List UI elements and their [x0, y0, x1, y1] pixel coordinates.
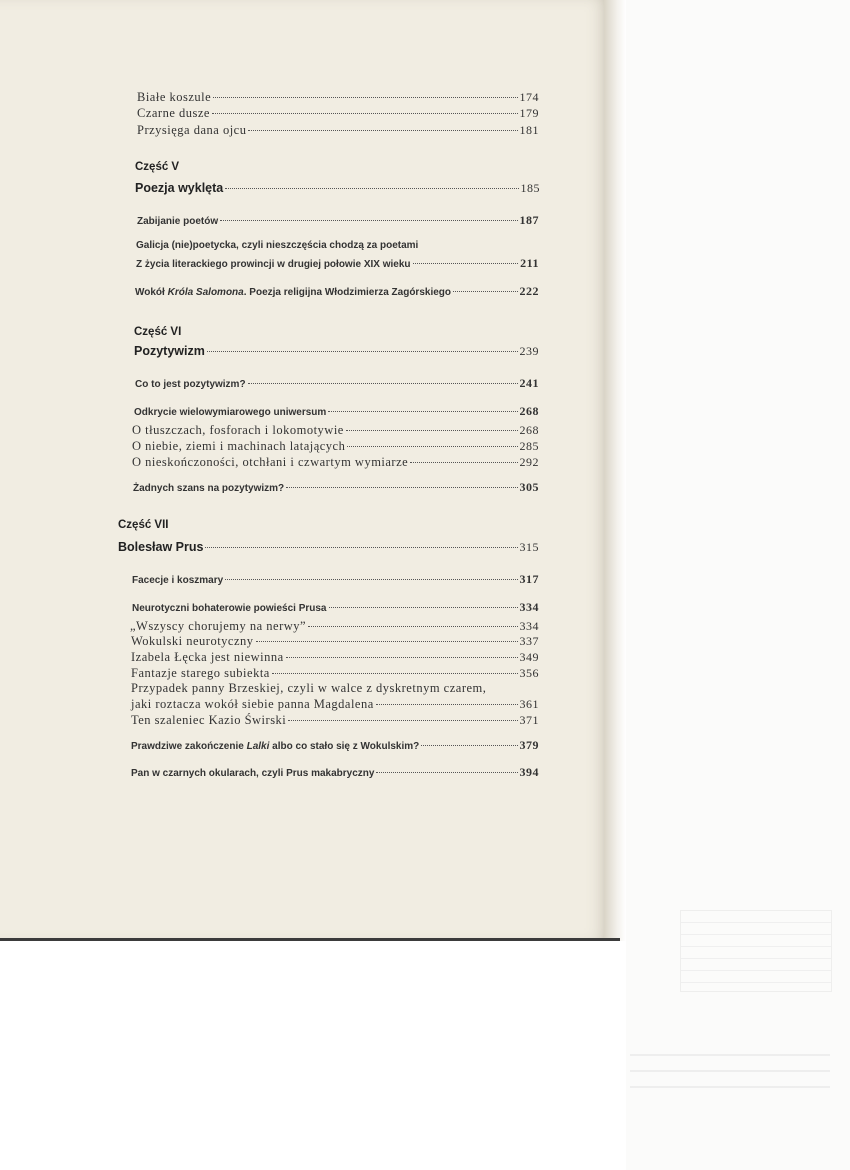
leader-dots	[346, 429, 518, 431]
toc-entry	[137, 213, 539, 228]
part-label: Część VII	[118, 519, 169, 531]
toc-entry	[134, 404, 539, 419]
toc-entry-title: O nieskończoności, otchłani i czwartym wymiarze	[132, 455, 409, 469]
toc-entry	[131, 666, 539, 681]
leader-dots	[220, 219, 517, 221]
toc-entry-title: Neurotyczni bohaterowie powieści Prusa	[132, 603, 327, 614]
toc-entry	[132, 439, 539, 454]
toc-entry-page: 371	[519, 713, 539, 727]
toc-entry-page: 337	[519, 634, 539, 648]
leader-dots	[410, 461, 517, 463]
toc-entry-page: 268	[519, 404, 539, 418]
toc-entry	[135, 284, 539, 299]
toc-entry-page: 292	[519, 455, 539, 469]
leader-dots	[286, 486, 517, 488]
leader-dots	[328, 410, 517, 412]
part-heading	[118, 540, 539, 555]
toc-entry	[132, 572, 539, 587]
toc-entry-page: 305	[519, 480, 539, 494]
toc-entry-page: 181	[519, 123, 539, 137]
leader-dots	[248, 382, 518, 384]
toc-entry	[131, 713, 539, 728]
toc-entry-title: „Wszyscy chorujemy na nerwy”	[130, 619, 307, 633]
toc-entry-title: O tłuszczach, fosforach i lokomotywie	[132, 423, 344, 437]
toc-entry-title: Pan w czarnych okularach, czyli Prus makabryczny	[131, 768, 375, 779]
toc-entry	[131, 634, 539, 649]
toc-entry-title: Facecje i koszmary	[132, 575, 224, 586]
toc-entry	[137, 90, 539, 105]
toc-entry-title: Białe koszule	[137, 90, 212, 104]
part-heading	[135, 181, 540, 196]
toc-entry-page: 285	[519, 439, 539, 453]
toc-entry-title: Odkrycie wielowymiarowego uniwersum	[134, 407, 327, 418]
toc-entry-title: Ten szaleniec Kazio Świrski	[131, 713, 287, 727]
leader-dots	[286, 656, 518, 658]
toc-entry-page: 361	[519, 697, 539, 711]
toc-entry	[130, 619, 539, 634]
leader-dots	[308, 625, 517, 627]
part-title: Bolesław Prus	[118, 540, 204, 554]
part-label: Część VI	[134, 326, 182, 338]
leader-dots	[272, 672, 518, 674]
toc-entry-title: Wokulski neurotyczny	[131, 634, 254, 648]
toc-entry-page: 379	[519, 738, 539, 752]
toc-entry-title: Z życia literackiego prowincji w drugiej połowie XIX wieku	[136, 259, 411, 270]
toc-entry-page: 268	[519, 423, 539, 437]
toc-entry-page: 315	[519, 540, 539, 554]
leader-dots	[225, 187, 518, 189]
toc-entry-page: 222	[519, 284, 539, 298]
toc-entry	[137, 123, 539, 138]
leader-dots	[376, 703, 518, 705]
toc-entry-title: Wokół Króla Salomona. Poezja religijna Włodzimierza Zagórskiego	[135, 287, 452, 298]
toc-entry-page: 241	[519, 376, 539, 390]
toc-entry	[131, 738, 539, 753]
toc-entry-title: O niebie, ziemi i machinach latających	[132, 439, 346, 453]
leader-dots	[347, 445, 517, 447]
toc-entry	[131, 650, 539, 665]
leader-dots	[421, 744, 517, 746]
leader-dots	[248, 129, 517, 131]
leader-dots	[225, 578, 517, 580]
toc-entry-title: Czarne dusze	[137, 106, 210, 120]
part-heading	[134, 344, 539, 359]
part-title: Poezja wyklęta	[135, 181, 224, 195]
leader-dots	[413, 262, 519, 264]
toc-entry	[133, 480, 539, 495]
toc-entry	[135, 376, 539, 391]
toc-entry-page: 179	[519, 106, 539, 120]
toc-entry-page: 211	[520, 256, 539, 270]
toc-entry-page: 356	[519, 666, 539, 680]
bleed-through-text	[630, 1040, 830, 1100]
leader-dots	[213, 96, 517, 98]
toc-entry	[136, 256, 539, 271]
toc-entry	[131, 697, 539, 712]
toc-entry	[132, 423, 539, 438]
leader-dots	[256, 640, 518, 642]
toc-entry-page: 317	[519, 572, 539, 586]
toc-entry-title: Co to jest pozytywizm?	[135, 379, 246, 390]
leader-dots	[207, 350, 518, 352]
toc-entry-title: Fantazje starego subiekta	[131, 666, 270, 680]
leader-dots	[288, 719, 517, 721]
toc-entry-page: 174	[519, 90, 539, 104]
part-label: Część V	[135, 161, 180, 173]
bleed-through-table	[680, 910, 832, 992]
leader-dots	[212, 112, 518, 114]
underlying-sheet	[626, 0, 850, 1170]
leader-dots	[329, 606, 518, 608]
toc-entry-page: 349	[519, 650, 539, 664]
toc-entry-title-line: Przypadek panny Brzeskiej, czyli w walce z dyskretnym czarem,	[131, 681, 487, 695]
part-title: Pozytywizm	[134, 344, 205, 358]
leader-dots	[376, 771, 517, 773]
toc-entry-page: 394	[519, 765, 539, 779]
toc-entry	[137, 106, 539, 121]
toc-entry-title: Przysięga dana ojcu	[137, 123, 247, 137]
toc-entry	[132, 600, 539, 615]
toc-entry-page: 334	[519, 619, 539, 633]
leader-dots	[205, 546, 517, 548]
toc-entry-title: jaki roztacza wokół siebie panna Magdalena	[131, 697, 374, 711]
toc-entry	[132, 455, 539, 470]
leader-dots	[453, 290, 517, 292]
toc-entry-page: 185	[520, 181, 540, 195]
toc-entry-page: 239	[519, 344, 539, 358]
toc-entry-title: Prawdziwe zakończenie Lalki albo co stało się z Wokulskim?	[131, 741, 420, 752]
toc-entry-title: Żadnych szans na pozytywizm?	[133, 483, 285, 494]
scanner-background	[0, 941, 626, 1170]
toc-entry	[131, 765, 539, 780]
toc-entry-title: Zabijanie poetów	[137, 216, 219, 227]
toc-entry-title: Izabela Łęcka jest niewinna	[131, 650, 284, 664]
toc-entry-page: 334	[519, 600, 539, 614]
toc-entry-title-line: Galicja (nie)poetycka, czyli nieszczęścia chodzą za poetami	[136, 240, 419, 251]
toc-entry-page: 187	[519, 213, 539, 227]
